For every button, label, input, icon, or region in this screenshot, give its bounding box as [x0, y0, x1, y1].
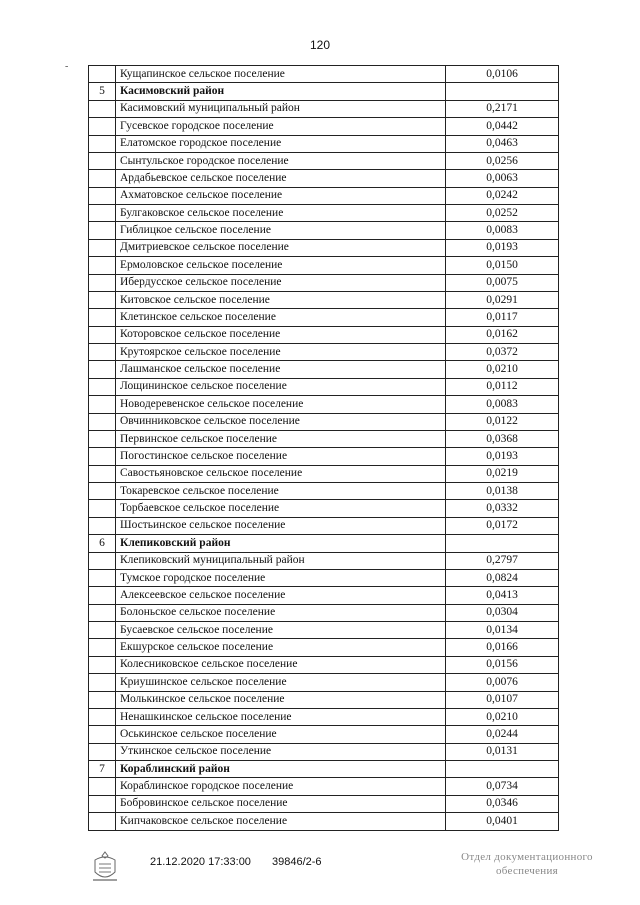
settlement-name-cell: Сынтульское городское поселение — [116, 152, 446, 169]
row-number-cell: 7 — [89, 761, 116, 778]
settlement-name-cell: Ермоловское сельское поселение — [116, 257, 446, 274]
settlement-name-cell: Гусевское городское поселение — [116, 118, 446, 135]
row-number-cell — [89, 708, 116, 725]
table-row — [89, 708, 559, 725]
table-row — [89, 691, 559, 708]
settlements-table — [88, 65, 559, 831]
row-number-cell — [89, 396, 116, 413]
table-row — [89, 622, 559, 639]
share-value-cell: 0,0219 — [446, 465, 559, 482]
table-row — [89, 205, 559, 222]
settlement-name-cell: Токаревское сельское поселение — [116, 483, 446, 500]
table-row — [89, 361, 559, 378]
settlement-name-cell: Савостьяновское сельское поселение — [116, 465, 446, 482]
settlement-name-cell: Ибердусское сельское поселение — [116, 274, 446, 291]
row-number-cell — [89, 813, 116, 830]
share-value-cell: 0,0413 — [446, 587, 559, 604]
settlement-name-cell: Кораблинское городское поселение — [116, 778, 446, 795]
share-value-cell: 0,0210 — [446, 361, 559, 378]
table-row — [89, 674, 559, 691]
table-row — [89, 483, 559, 500]
table-row — [89, 517, 559, 534]
share-value-cell: 0,0372 — [446, 344, 559, 361]
table-row — [89, 552, 559, 569]
table-row — [89, 344, 559, 361]
table-row — [89, 291, 559, 308]
table-row — [89, 378, 559, 395]
row-number-cell — [89, 656, 116, 673]
row-number-cell — [89, 239, 116, 256]
share-value-cell — [446, 761, 559, 778]
share-value-cell: 0,0304 — [446, 604, 559, 621]
settlement-name-cell: Касимовский муниципальный район — [116, 100, 446, 117]
share-value-cell: 0,0122 — [446, 413, 559, 430]
row-number-cell — [89, 517, 116, 534]
table-row — [89, 100, 559, 117]
settlement-name-cell: Тумское городское поселение — [116, 569, 446, 586]
department-stamp — [447, 850, 607, 878]
table-row — [89, 222, 559, 239]
table-row — [89, 569, 559, 586]
share-value-cell: 0,0134 — [446, 622, 559, 639]
table-row — [89, 639, 559, 656]
footer-datetime: 21.12.2020 17:33:00 — [150, 856, 251, 868]
row-number-cell — [89, 569, 116, 586]
table-row — [89, 170, 559, 187]
row-number-cell — [89, 795, 116, 812]
settlement-name-cell: Клепиковский муниципальный район — [116, 552, 446, 569]
row-number-cell — [89, 639, 116, 656]
settlement-name-cell: Ардабьевское сельское поселение — [116, 170, 446, 187]
row-number-cell — [89, 152, 116, 169]
district-name-cell: Касимовский район — [116, 83, 446, 100]
corner-mark: - — [65, 61, 69, 72]
share-value-cell: 0,0401 — [446, 813, 559, 830]
share-value-cell: 0,0252 — [446, 205, 559, 222]
share-value-cell: 0,0131 — [446, 743, 559, 760]
district-header-row — [89, 761, 559, 778]
settlement-name-cell: Молькинское сельское поселение — [116, 691, 446, 708]
table-row — [89, 118, 559, 135]
row-number-cell — [89, 465, 116, 482]
table-row — [89, 274, 559, 291]
settlement-name-cell: Китовское сельское поселение — [116, 291, 446, 308]
table-row — [89, 66, 559, 83]
table-row — [89, 152, 559, 169]
share-value-cell: 0,0106 — [446, 66, 559, 83]
row-number-cell — [89, 552, 116, 569]
share-value-cell: 0,0242 — [446, 187, 559, 204]
share-value-cell: 0,0083 — [446, 396, 559, 413]
row-number-cell — [89, 274, 116, 291]
settlement-name-cell: Новодеревенское сельское поселение — [116, 396, 446, 413]
row-number-cell — [89, 674, 116, 691]
table-row — [89, 465, 559, 482]
share-value-cell: 0,0150 — [446, 257, 559, 274]
row-number-cell — [89, 187, 116, 204]
share-value-cell: 0,0083 — [446, 222, 559, 239]
settlement-name-cell: Болоньское сельское поселение — [116, 604, 446, 621]
row-number-cell — [89, 691, 116, 708]
share-value-cell: 0,0734 — [446, 778, 559, 795]
settlement-name-cell: Ахматовское сельское поселение — [116, 187, 446, 204]
row-number-cell — [89, 222, 116, 239]
settlement-name-cell: Елатомское городское поселение — [116, 135, 446, 152]
row-number-cell — [89, 100, 116, 117]
row-number-cell — [89, 135, 116, 152]
settlement-name-cell: Кущапинское сельское поселение — [116, 66, 446, 83]
share-value-cell: 0,0291 — [446, 291, 559, 308]
row-number-cell — [89, 587, 116, 604]
row-number-cell — [89, 778, 116, 795]
settlement-name-cell: Дмитриевское сельское поселение — [116, 239, 446, 256]
table-row — [89, 239, 559, 256]
share-value-cell: 0,0256 — [446, 152, 559, 169]
table-row — [89, 778, 559, 795]
table-row — [89, 309, 559, 326]
settlement-name-cell: Крутоярское сельское поселение — [116, 344, 446, 361]
share-value-cell: 0,2171 — [446, 100, 559, 117]
table-row — [89, 726, 559, 743]
share-value-cell: 0,0193 — [446, 448, 559, 465]
row-number-cell — [89, 743, 116, 760]
row-number-cell: 6 — [89, 535, 116, 552]
share-value-cell — [446, 83, 559, 100]
share-value-cell: 0,0112 — [446, 378, 559, 395]
page-footer — [0, 850, 640, 895]
row-number-cell — [89, 448, 116, 465]
row-number-cell — [89, 378, 116, 395]
row-number-cell — [89, 326, 116, 343]
row-number-cell — [89, 205, 116, 222]
share-value-cell: 0,0162 — [446, 326, 559, 343]
settlement-name-cell: Бусаевское сельское поселение — [116, 622, 446, 639]
share-value-cell: 0,0156 — [446, 656, 559, 673]
settlement-name-cell: Шостьинское сельское поселение — [116, 517, 446, 534]
table-row — [89, 413, 559, 430]
share-value-cell: 0,0107 — [446, 691, 559, 708]
share-value-cell: 0,0824 — [446, 569, 559, 586]
share-value-cell: 0,0210 — [446, 708, 559, 725]
share-value-cell: 0,0332 — [446, 500, 559, 517]
share-value-cell: 0,0442 — [446, 118, 559, 135]
district-header-row — [89, 83, 559, 100]
row-number-cell — [89, 344, 116, 361]
settlement-name-cell: Погостинское сельское поселение — [116, 448, 446, 465]
stamp-line-2: обеспечения — [495, 865, 559, 877]
row-number-cell — [89, 291, 116, 308]
row-number-cell — [89, 430, 116, 447]
row-number-cell: 5 — [89, 83, 116, 100]
settlement-name-cell: Ненашкинское сельское поселение — [116, 708, 446, 725]
share-value-cell: 0,0172 — [446, 517, 559, 534]
share-value-cell: 0,0244 — [446, 726, 559, 743]
row-number-cell — [89, 170, 116, 187]
settlement-name-cell: Уткинское сельское поселение — [116, 743, 446, 760]
share-value-cell: 0,2797 — [446, 552, 559, 569]
row-number-cell — [89, 66, 116, 83]
table-row — [89, 430, 559, 447]
settlement-name-cell: Первинское сельское поселение — [116, 430, 446, 447]
settlement-name-cell: Клетинское сельское поселение — [116, 309, 446, 326]
share-value-cell: 0,0075 — [446, 274, 559, 291]
table-row — [89, 743, 559, 760]
page-number: 120 — [309, 38, 331, 52]
district-name-cell: Клепиковский район — [116, 535, 446, 552]
settlement-name-cell: Овчинниковское сельское поселение — [116, 413, 446, 430]
table-row — [89, 396, 559, 413]
settlement-name-cell: Екшурское сельское поселение — [116, 639, 446, 656]
district-header-row — [89, 535, 559, 552]
settlement-name-cell: Колесниковское сельское поселение — [116, 656, 446, 673]
share-value-cell — [446, 535, 559, 552]
settlement-name-cell: Оськинское сельское поселение — [116, 726, 446, 743]
stamp-line-1: Отдел документационного — [461, 851, 593, 863]
share-value-cell: 0,0166 — [446, 639, 559, 656]
settlement-name-cell: Лощининское сельское поселение — [116, 378, 446, 395]
table-row — [89, 813, 559, 830]
district-name-cell: Кораблинский район — [116, 761, 446, 778]
settlement-name-cell: Криушинское сельское поселение — [116, 674, 446, 691]
settlement-name-cell: Торбаевское сельское поселение — [116, 500, 446, 517]
settlement-name-cell: Гиблицкое сельское поселение — [116, 222, 446, 239]
row-number-cell — [89, 118, 116, 135]
table-row — [89, 187, 559, 204]
table-row — [89, 257, 559, 274]
settlement-name-cell: Булгаковское сельское поселение — [116, 205, 446, 222]
table-row — [89, 656, 559, 673]
table-row — [89, 795, 559, 812]
row-number-cell — [89, 413, 116, 430]
share-value-cell: 0,0193 — [446, 239, 559, 256]
table-row — [89, 135, 559, 152]
row-number-cell — [89, 604, 116, 621]
row-number-cell — [89, 622, 116, 639]
row-number-cell — [89, 483, 116, 500]
table-row — [89, 448, 559, 465]
coat-of-arms-icon — [90, 850, 120, 884]
settlement-name-cell: Лашманское сельское поселение — [116, 361, 446, 378]
row-number-cell — [89, 361, 116, 378]
share-value-cell: 0,0346 — [446, 795, 559, 812]
row-number-cell — [89, 309, 116, 326]
table-row — [89, 326, 559, 343]
table-row — [89, 604, 559, 621]
share-value-cell: 0,0138 — [446, 483, 559, 500]
footer-doc-number: 39846/2-6 — [272, 856, 322, 868]
row-number-cell — [89, 726, 116, 743]
row-number-cell — [89, 500, 116, 517]
share-value-cell: 0,0463 — [446, 135, 559, 152]
settlement-name-cell: Алексеевское сельское поселение — [116, 587, 446, 604]
share-value-cell: 0,0368 — [446, 430, 559, 447]
settlement-name-cell: Которовское сельское поселение — [116, 326, 446, 343]
settlement-name-cell: Кипчаковское сельское поселение — [116, 813, 446, 830]
table-row — [89, 587, 559, 604]
row-number-cell — [89, 257, 116, 274]
settlement-name-cell: Бобровинское сельское поселение — [116, 795, 446, 812]
table-row — [89, 500, 559, 517]
share-value-cell: 0,0063 — [446, 170, 559, 187]
share-value-cell: 0,0076 — [446, 674, 559, 691]
share-value-cell: 0,0117 — [446, 309, 559, 326]
